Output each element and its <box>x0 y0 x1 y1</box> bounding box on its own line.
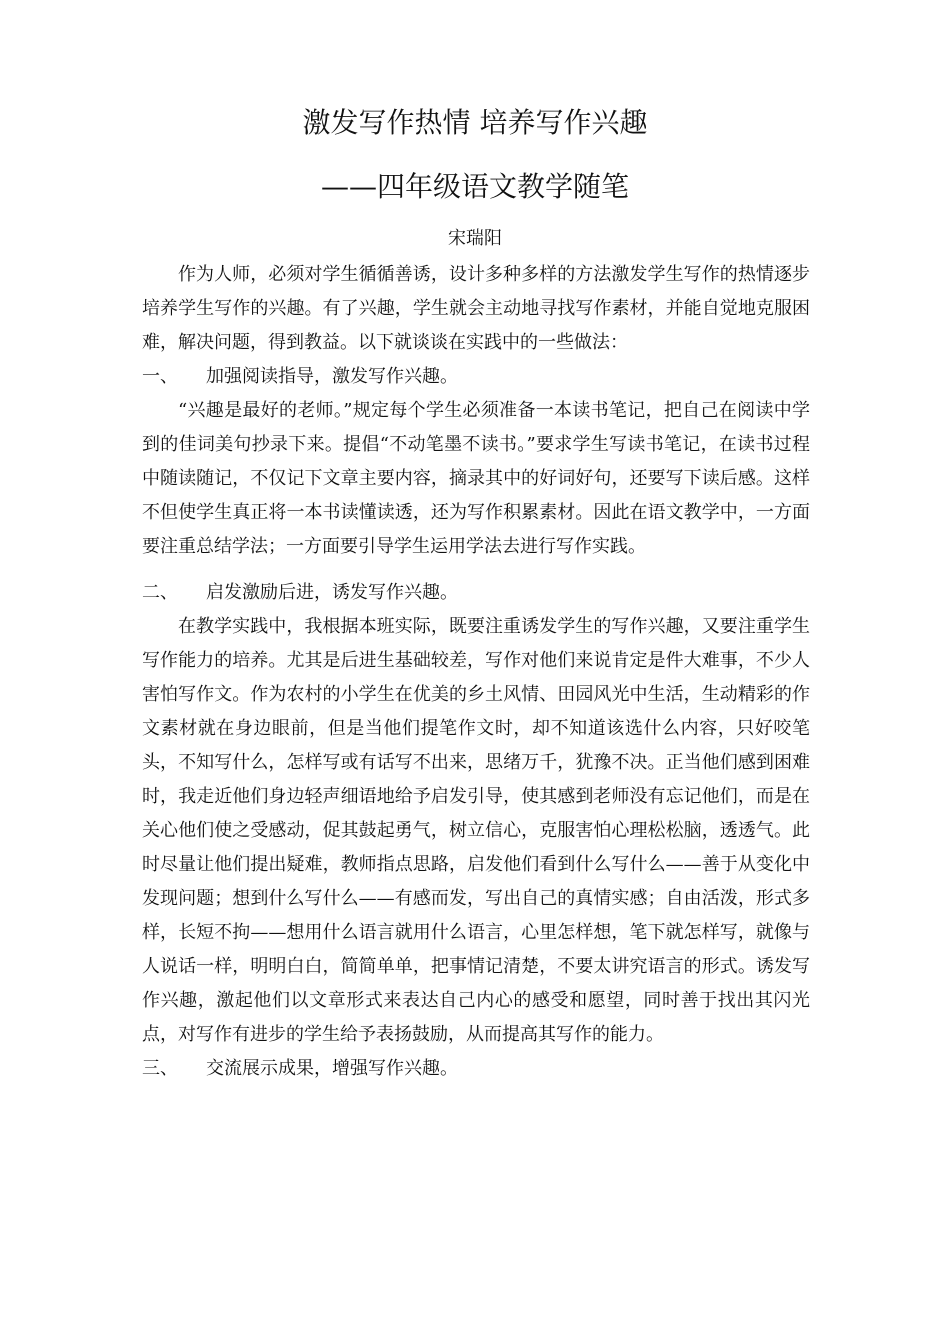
document-subtitle: ——四年级语文教学随笔 <box>320 170 629 203</box>
section-number: 三、 <box>142 1058 178 1079</box>
section-heading-text: 加强阅读指导，激发写作兴趣。 <box>206 366 458 387</box>
section-heading-3 <box>142 1052 810 1086</box>
section-number: 二、 <box>142 582 178 603</box>
document-body <box>142 258 810 1086</box>
section-body-1: “兴趣是最好的老师。”规定每个学生必须准备一本读书笔记，把自己在阅读中学到的佳词美句抄录下来。提倡“不动笔墨不读书。”要求学生写读书笔记，在读书过程中随读随记，不仅记下文章主要内容，摘录其中的好词好句，还要写下读后感。这样不但使学生真正将一本书读懂读透，还为写作积累素材。因此在语文教学中，一方面要注重总结学法；一方面要引导学生运用学法去进行写作实践。 <box>142 400 810 557</box>
author-name: 宋瑞阳 <box>448 228 502 249</box>
section-heading-text: 启发激励后进，诱发写作兴趣。 <box>206 582 458 603</box>
section-body-2: 在教学实践中，我根据本班实际，既要注重诱发学生的写作兴趣，又要注重学生写作能力的培养。尤其是后进生基础较差，写作对他们来说肯定是件大难事，不少人害怕写作文。作为农村的小学生在优美的乡土风情、田园风光中生活，生动精彩的作文素材就在身边眼前，但是当他们提笔作文时，却不知道该选什么内容，只好咬笔头，不知写什么，怎样写或有话写不出来，思绪万千，犹豫不决。正当他们感到困难时，我走近他们身边轻声细语地给予启发引导，使其感到老师没有忘记他们，而是在关心他们使之受感动，促其鼓起勇气，树立信心，克服害怕心理松松脑，透透气。此时尽量让他们提出疑难，教师指点思路，启发他们看到什么写什么——善于从变化中发现问题；想到什么写什么——有感而发，写出自己的真情实感；自由活泼，形式多样，长短不拘——想用什么语言就用什么语言，心里怎样想，笔下就怎样写，就像与人说话一样，明明白白，简简单单，把事情记清楚，不要太讲究语言的形式。诱发写作兴趣，激起他们以文章形式来表达自己内心的感受和愿望，同时善于找出其闪光点，对写作有进步的学生给予表扬鼓励，从而提高其写作的能力。 <box>142 616 810 1045</box>
section-heading-1 <box>142 360 810 394</box>
section-heading-text: 交流展示成果，增强写作兴趣。 <box>206 1058 458 1079</box>
intro-paragraph: 作为人师，必须对学生循循善诱，设计多种多样的方法激发学生写作的热情逐步培养学生写作的兴趣。有了兴趣，学生就会主动地寻找写作素材，并能自觉地克服困难，解决问题，得到教益。以下就谈谈在实践中的一些做法： <box>142 264 810 353</box>
section-number: 一、 <box>142 366 178 387</box>
section-heading-2 <box>142 576 810 610</box>
document-title: 激发写作热情 培养写作兴趣 <box>302 106 648 139</box>
